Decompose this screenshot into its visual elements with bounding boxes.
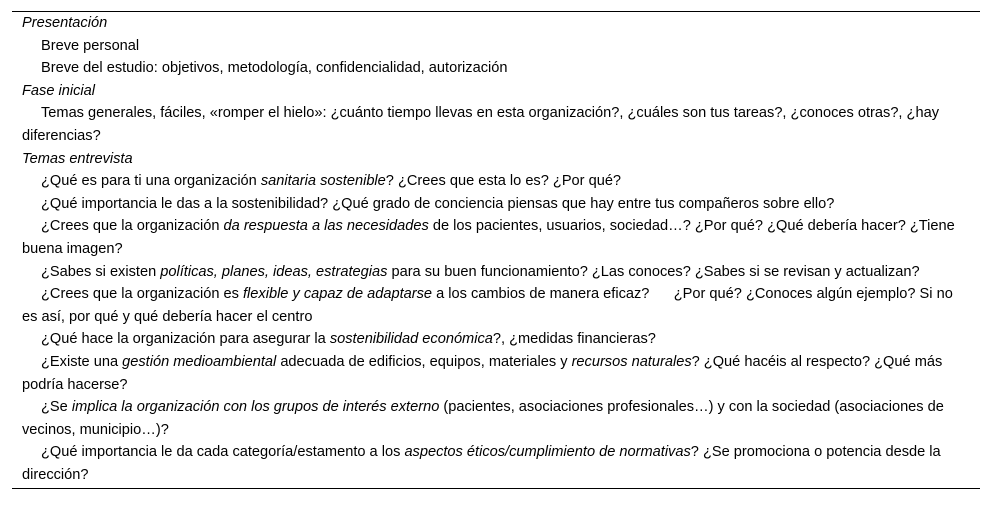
item-text: ¿Sabes si existen — [41, 263, 161, 280]
item-text: adecuada de edificios, equipos, materiales y — [276, 353, 572, 370]
item-emphasis: recursos naturales — [571, 353, 692, 370]
list-item — [12, 351, 980, 396]
list-item — [12, 328, 980, 351]
item-text: ¿Qué importancia le das a la sostenibilidad? ¿Qué grado de conciencia piensas que hay entre tus compañeros sobre ello? — [41, 195, 835, 212]
list-item — [12, 102, 980, 147]
item-text: (pacientes, asociaciones profesionales…) y con la sociedad (asociaciones de vecinos, municipio…)? — [22, 399, 944, 438]
item-emphasis: políticas, planes, ideas, estrategias — [160, 263, 388, 280]
item-text: ¿Qué importancia le da cada categoría/estamento a los — [41, 444, 405, 461]
item-text: de los pacientes, usuarios, sociedad…? ¿Por qué? ¿Qué debería hacer? ¿Tiene buena imagen? — [22, 218, 955, 257]
item-text: ¿Qué es para ti una organización — [41, 173, 261, 190]
item-text: Breve del estudio: objetivos, metodología, confidencialidad, autorización — [41, 60, 508, 77]
item-text: a los cambios de manera eficaz? ¿Por qué? ¿Conoces algún ejemplo? Si no es así, por qué y qué debería hacer el centro — [22, 286, 957, 325]
item-emphasis: gestión medioambiental — [122, 353, 277, 370]
list-item — [12, 215, 980, 260]
list-item — [12, 396, 980, 441]
list-item — [12, 283, 980, 328]
item-text: Temas generales, fáciles, «romper el hielo»: ¿cuánto tiempo llevas en esta organización?, ¿cuáles son tus tareas?, ¿conoces otras?, ¿hay diferencias? — [22, 105, 939, 144]
item-text: Breve personal — [41, 37, 140, 54]
item-text: ?, ¿medidas financieras? — [492, 331, 656, 348]
item-emphasis: aspectos éticos/cumplimiento de normativas — [404, 444, 691, 461]
list-item — [12, 441, 980, 486]
item-text: ¿Existe una — [41, 353, 123, 370]
section-heading: Fase inicial — [22, 82, 95, 99]
item-emphasis: da respuesta a las necesidades — [223, 218, 429, 235]
list-item — [12, 193, 980, 216]
section-heading: Presentación — [22, 15, 108, 31]
section-heading: Temas entrevista — [22, 150, 133, 167]
list-item — [12, 170, 980, 193]
item-emphasis: implica la organización con los grupos de interés externo — [71, 399, 440, 416]
item-text: ? ¿Qué hacéis al respecto? ¿Qué más podría hacerse? — [22, 353, 943, 393]
item-text: ¿Se — [41, 399, 72, 416]
list-item — [12, 261, 980, 284]
item-emphasis: sanitaria sostenible — [260, 173, 386, 190]
item-text: ¿Crees que la organización — [41, 218, 224, 235]
list-item — [12, 57, 980, 80]
item-emphasis: flexible y capaz de adaptarse — [243, 286, 433, 303]
item-text: ? ¿Crees que esta lo es? ¿Por qué? — [385, 173, 622, 190]
list-item — [12, 35, 980, 58]
interview-guide-table — [12, 11, 980, 489]
item-text: ? ¿Se promociona o potencia desde la dirección? — [22, 444, 941, 483]
item-text: ¿Qué hace la organización para asegurar la — [41, 331, 330, 348]
item-text: ¿Crees que la organización es — [41, 286, 243, 303]
item-text: para su buen funcionamiento? ¿Las conoces? ¿Sabes si se revisan y actualizan? — [387, 263, 920, 280]
item-emphasis: sostenibilidad económica — [329, 331, 493, 348]
